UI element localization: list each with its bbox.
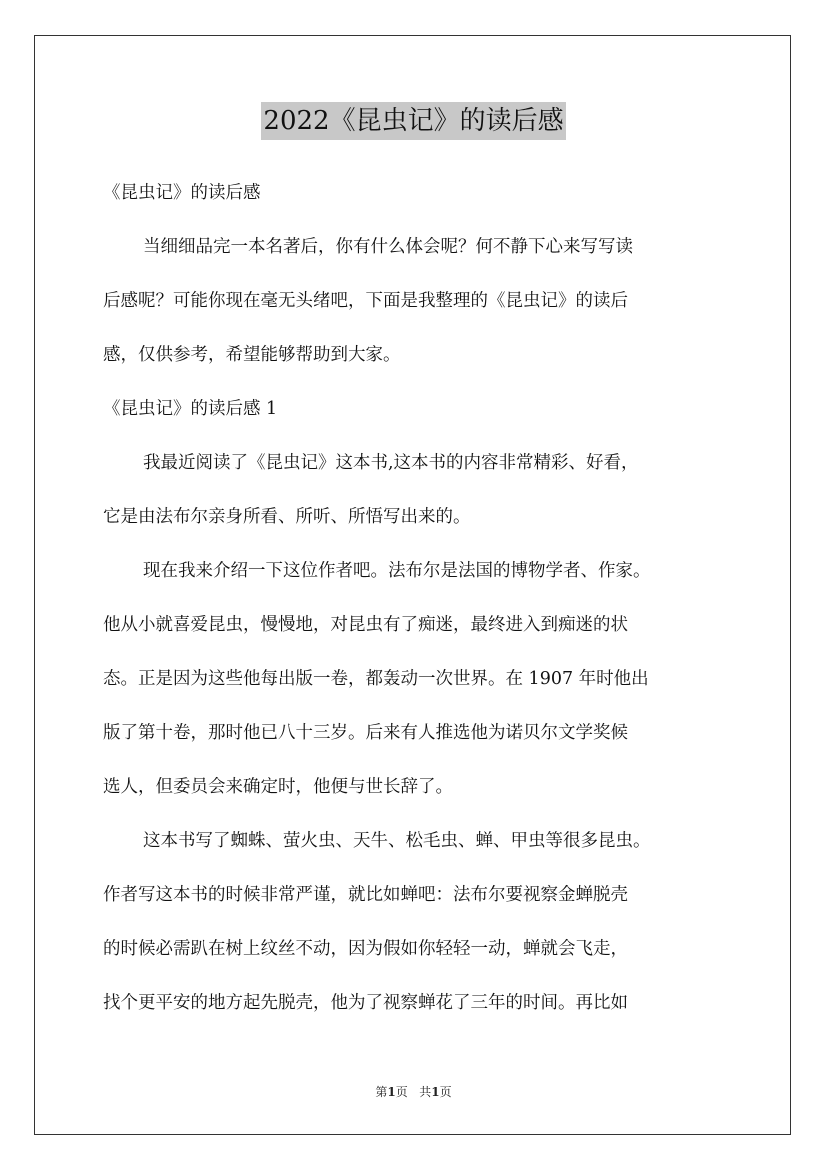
paragraph-line: 的时候必需趴在树上纹丝不动，因为假如你轻轻一动，蝉就会飞走， bbox=[103, 939, 628, 959]
footer-total-number: 1 bbox=[431, 1085, 440, 1099]
paragraph-line: 版了第十卷，那时他已八十三岁。后来有人推选他为诺贝尔文学奖候 bbox=[103, 723, 628, 743]
paragraph-line: 作者写这本书的时候非常严谨，就比如蝉吧：法布尔要视察金蝉脱壳 bbox=[103, 885, 628, 905]
heading-intro: 《昆虫记》的读后感 bbox=[103, 183, 261, 203]
paragraph-2 bbox=[103, 544, 743, 814]
paragraph-line: 找个更平安的地方起先脱壳，他为了视察蝉花了三年的时间。再比如 bbox=[103, 993, 628, 1013]
page-footer bbox=[0, 1082, 827, 1102]
paragraph-line: 它是由法布尔亲身所看、所听、所悟写出来的。 bbox=[103, 507, 471, 527]
heading-section-1: 《昆虫记》的读后感 1 bbox=[103, 399, 278, 419]
footer-page-prefix: 第 bbox=[375, 1085, 388, 1099]
paragraph-line: 态。正是因为这些他每出版一卷，都轰动一次世界。在 1907 年时他出 bbox=[103, 669, 649, 689]
paragraph-line: 我最近阅读了《昆虫记》这本书,这本书的内容非常精彩、好看， bbox=[143, 453, 639, 473]
paragraph-line: 选人，但委员会来确定时，他便与世长辞了。 bbox=[103, 777, 453, 797]
paragraph-line: 感，仅供参考，希望能够帮助到大家。 bbox=[103, 345, 401, 365]
paragraph-line: 现在我来介绍一下这位作者吧。法布尔是法国的博物学者、作家。 bbox=[143, 561, 651, 581]
title-wrap bbox=[0, 102, 827, 140]
paragraph-line: 他从小就喜爱昆虫，慢慢地，对昆虫有了痴迷，最终进入到痴迷的状 bbox=[103, 615, 628, 635]
intro-paragraph bbox=[103, 220, 743, 382]
footer-total-prefix: 共 bbox=[419, 1085, 432, 1099]
footer-page-suffix: 页 bbox=[395, 1085, 408, 1099]
paragraph-line: 后感呢？可能你现在毫无头绪吧，下面是我整理的《昆虫记》的读后 bbox=[103, 291, 628, 311]
paragraph-3 bbox=[103, 814, 743, 1030]
footer-total-suffix: 页 bbox=[439, 1085, 452, 1099]
paragraph-1 bbox=[103, 436, 743, 544]
document-title: 2022《昆虫记》的读后感 bbox=[261, 102, 565, 140]
paragraph-line: 这本书写了蜘蛛、萤火虫、天牛、松毛虫、蝉、甲虫等很多昆虫。 bbox=[143, 831, 651, 851]
footer-page-number: 1 bbox=[387, 1085, 396, 1099]
paragraph-line: 当细细品完一本名著后，你有什么体会呢？何不静下心来写写读 bbox=[143, 237, 633, 257]
